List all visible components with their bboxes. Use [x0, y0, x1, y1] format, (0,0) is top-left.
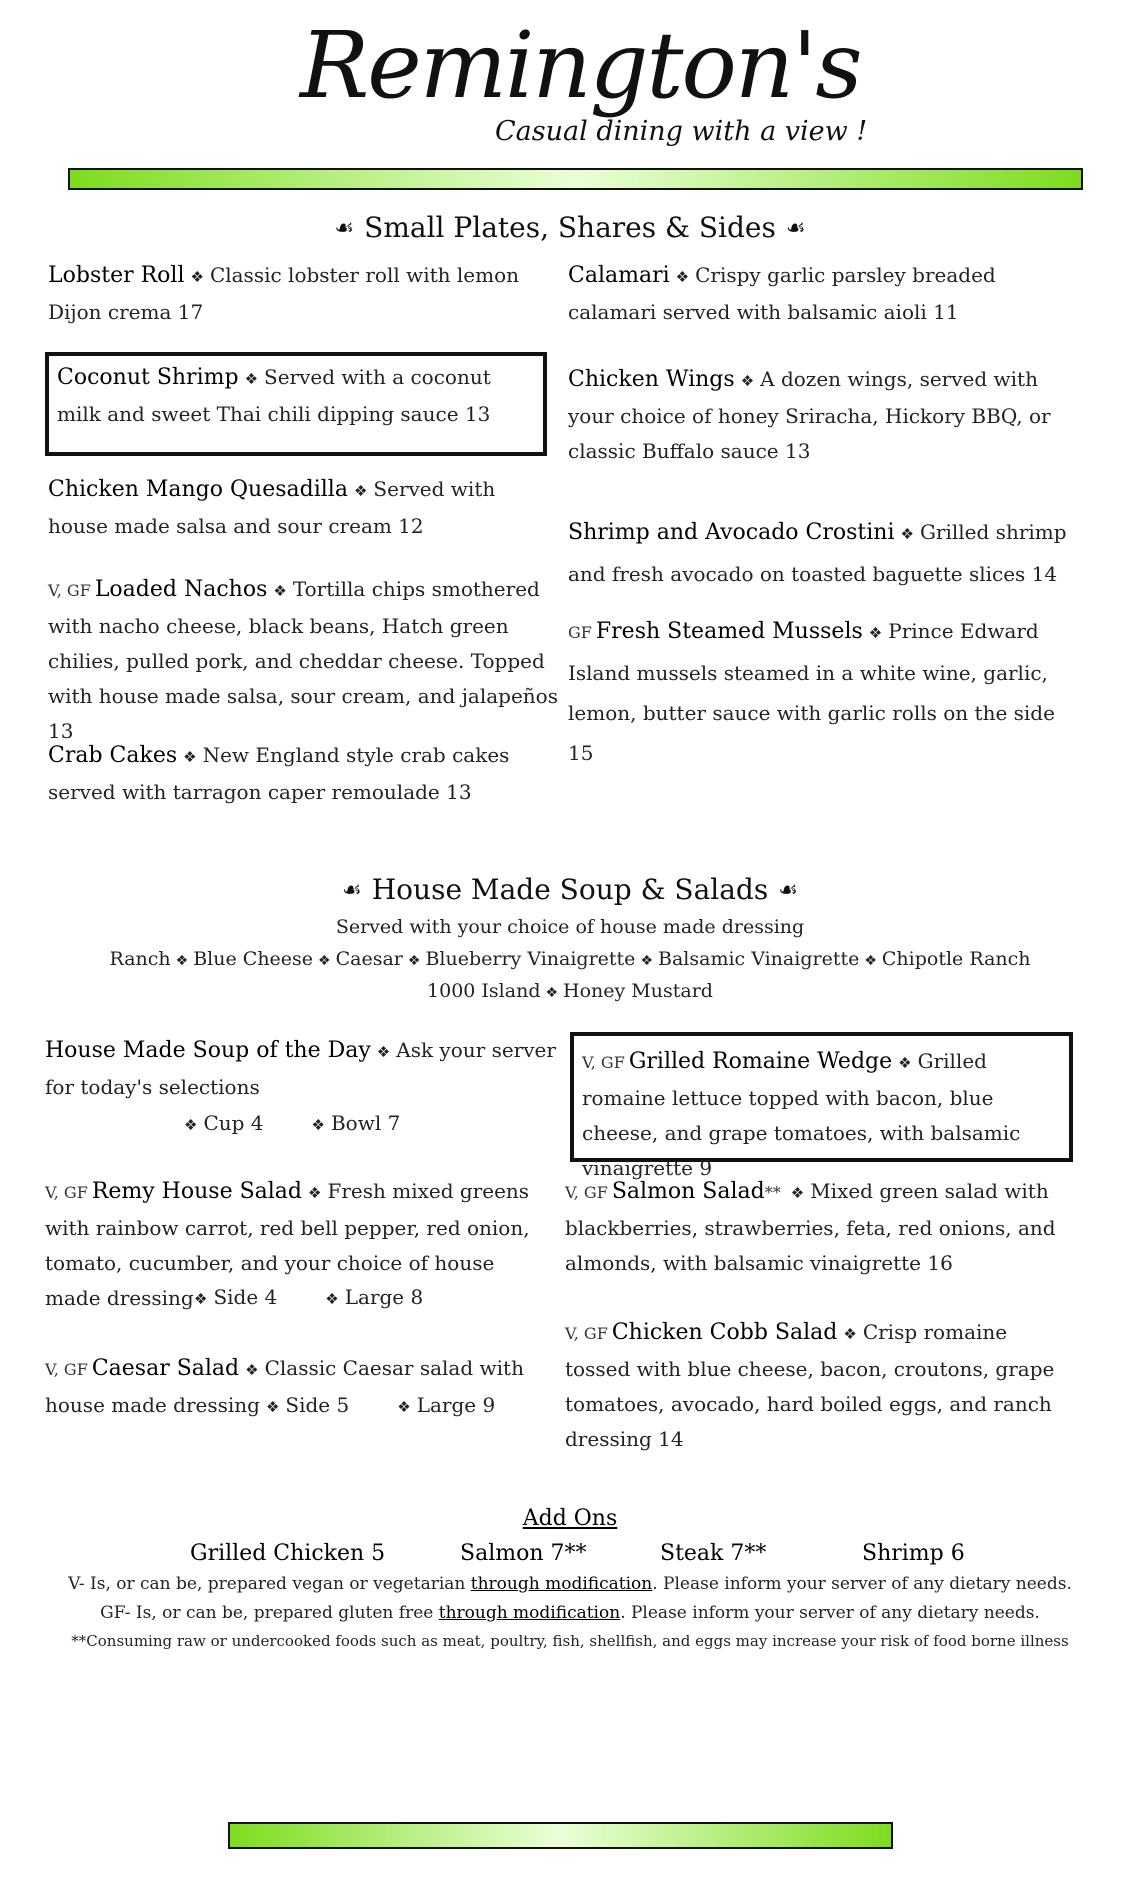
menu-item	[48, 572, 566, 749]
size-option: Cup 4	[203, 1111, 264, 1135]
diamond-icon: ❖	[194, 1290, 208, 1308]
menu-item	[48, 258, 558, 330]
diamond-icon: ❖	[353, 482, 368, 500]
dietary-tag: V, GF	[565, 1183, 608, 1202]
diamond-icon: ❖	[640, 953, 653, 969]
bottom-green-divider	[228, 1822, 893, 1849]
diamond-icon: ❖	[184, 1116, 198, 1134]
item-name: Coconut Shrimp	[57, 365, 239, 390]
menu-item	[565, 1315, 1075, 1457]
item-name: Remy House Salad	[91, 1179, 303, 1204]
size-options	[178, 1106, 400, 1143]
diamond-icon: ❖	[864, 953, 877, 969]
top-green-divider	[68, 168, 1083, 190]
size-option: Large 8	[344, 1285, 424, 1309]
dressing-option: 1000 Island	[427, 980, 541, 1002]
diamond-icon: ❖	[325, 1290, 339, 1308]
diamond-icon: ❖	[273, 582, 287, 600]
dressing-list-2	[0, 982, 1140, 1001]
dietary-tag: V, GF	[582, 1053, 625, 1072]
dietary-tag: V, GF	[45, 1183, 88, 1202]
diamond-icon: ❖	[376, 1043, 391, 1061]
item-description: Served with house made salsa and sour cream 12	[48, 477, 496, 538]
menu-item	[568, 362, 1078, 469]
note-text: V- Is, or can be, prepared vegan or vegetarian	[68, 1574, 466, 1594]
note-text: GF- Is, or can be, prepared gluten free	[100, 1603, 434, 1623]
diamond-icon: ❖	[245, 1361, 259, 1379]
dressing-subtitle: Served with your choice of house made dressing	[335, 916, 805, 938]
item-name: Loaded Nachos	[94, 577, 268, 602]
diamond-icon: ❖	[843, 1325, 857, 1343]
diamond-icon: ❖	[183, 748, 197, 766]
addon-item: Salmon 7**	[460, 1541, 587, 1566]
item-name: Salmon Salad	[611, 1179, 765, 1204]
dressing-list	[0, 950, 1140, 969]
size-option: Bowl 7	[330, 1111, 401, 1135]
dietary-tag: GF	[568, 623, 592, 642]
item-name: Shrimp and Avocado Crostini	[568, 520, 895, 545]
dressing-option: Ranch	[109, 948, 171, 970]
diamond-icon: ❖	[318, 953, 331, 969]
diamond-icon: ❖	[265, 1398, 280, 1416]
item-name: Chicken Mango Quesadilla	[48, 477, 348, 502]
menu-item	[568, 611, 1078, 773]
note-text: . Please inform your server of any dietary needs.	[620, 1603, 1040, 1623]
restaurant-tagline: Casual dining with a view !	[495, 116, 868, 147]
section-title-small-plates	[0, 211, 1140, 244]
menu-item-boxed	[45, 352, 547, 456]
addon-item: Grilled Chicken 5	[190, 1541, 386, 1566]
note-link-text: through modification	[438, 1603, 621, 1623]
addon-item: Shrimp 6	[862, 1541, 965, 1566]
dressing-option: Honey Mustard	[563, 980, 713, 1002]
dressing-option: Blueberry Vinaigrette	[425, 948, 636, 970]
note-text: . Please inform your server of any dietary needs.	[652, 1574, 1072, 1594]
addons-title: Add Ons	[522, 1506, 618, 1531]
section-title-text: House Made Soup & Salads	[371, 873, 769, 906]
gluten-free-note	[0, 1605, 1140, 1622]
vegan-note	[0, 1576, 1140, 1593]
diamond-icon: ❖	[545, 985, 559, 1001]
item-name: Caesar Salad	[91, 1356, 240, 1381]
restaurant-logo: Remington's	[300, 12, 861, 119]
item-description: Classic lobster roll with lemon Dijon crema 17	[48, 263, 519, 324]
menu-item	[45, 1351, 585, 1425]
menu-item	[568, 258, 1078, 330]
dressing-option: Balsamic Vinaigrette	[658, 948, 860, 970]
item-name: Fresh Steamed Mussels	[595, 619, 863, 644]
diamond-icon: ❖	[898, 1054, 912, 1072]
menu-item	[45, 1033, 560, 1105]
size-options	[188, 1280, 423, 1317]
size-option: Side 4	[213, 1285, 278, 1309]
diamond-icon: ❖	[311, 1116, 325, 1134]
menu-item-boxed	[570, 1032, 1073, 1180]
size-option: Large 9	[416, 1393, 496, 1417]
diamond-icon: ❖	[397, 1398, 411, 1416]
diamond-icon: ❖	[308, 1184, 322, 1202]
diamond-icon: ❖	[900, 525, 914, 543]
item-description: Crisp romaine tossed with blue cheese, bacon, croutons, grape tomatoes, avocado, hard boiled eggs, and ranch dressing 14	[565, 1320, 1055, 1451]
dietary-tag: V, GF	[48, 581, 91, 600]
item-description: Served with a coconut milk and sweet Thai chili dipping sauce 13	[57, 365, 491, 426]
item-description: Crispy garlic parsley breaded calamari served with balsamic aioli 11	[568, 263, 996, 324]
item-description: Fresh mixed greens with rainbow carrot, red bell pepper, red onion, tomato, cucumber, and your choice of house made dressing	[45, 1179, 530, 1310]
note-link-text: through modification	[470, 1574, 653, 1594]
section-title-text: Small Plates, Shares & Sides	[364, 211, 776, 244]
ornament-icon: ☙	[334, 216, 355, 241]
dietary-tag: V, GF	[565, 1324, 608, 1343]
diamond-icon: ❖	[675, 268, 690, 286]
menu-item	[565, 1174, 1070, 1281]
item-name: Lobster Roll	[48, 263, 185, 288]
diamond-icon: ❖	[175, 953, 189, 969]
item-name: Chicken Cobb Salad	[611, 1320, 838, 1345]
diamond-icon: ❖	[868, 624, 883, 642]
menu-item	[48, 472, 558, 544]
size-option: Side 5	[285, 1393, 350, 1417]
ornament-icon: ☙	[342, 878, 362, 903]
item-description: Grilled shrimp and fresh avocado on toasted baguette slices 14	[568, 520, 1067, 586]
item-description: Classic Caesar salad with house made dressing	[45, 1356, 524, 1417]
diamond-icon: ❖	[190, 268, 204, 286]
diamond-icon: ❖	[740, 372, 755, 390]
diamond-icon: ❖	[790, 1184, 805, 1202]
item-name: Crab Cakes	[48, 743, 178, 768]
item-description: A dozen wings, served with your choice of honey Sriracha, Hickory BBQ, or classic Buffalo sauce 13	[568, 367, 1051, 463]
addon-item: Steak 7**	[660, 1541, 767, 1566]
item-name: House Made Soup of the Day	[45, 1038, 371, 1063]
section-title-soups-salads	[0, 873, 1140, 906]
menu-item	[48, 738, 518, 810]
menu-item	[568, 512, 1078, 594]
dressing-option: Caesar	[335, 948, 403, 970]
item-description: Tortilla chips smothered with nacho cheese, black beans, Hatch green chilies, pulled pork, and cheddar cheese. Topped with house made salsa, sour cream, and jalapeños 13	[48, 577, 558, 743]
dietary-tag: V, GF	[45, 1360, 88, 1379]
item-description: Grilled romaine lettuce topped with bacon, blue cheese, and grape tomatoes, with balsamic vinaigrette 9	[582, 1049, 1021, 1180]
item-description: New England style crab cakes served with tarragon caper remoulade 13	[48, 743, 510, 804]
diamond-icon: ❖	[244, 370, 259, 388]
item-name: Grilled Romaine Wedge	[628, 1049, 893, 1074]
dressing-option: Chipotle Ranch	[881, 948, 1031, 970]
diamond-icon: ❖	[407, 953, 421, 969]
ornament-icon: ☙	[778, 878, 798, 903]
item-description: Prince Edward Island mussels steamed in a white wine, garlic, lemon, butter sauce with garlic rolls on the side 15	[568, 619, 1055, 765]
raw-warning-mark: **	[764, 1183, 781, 1202]
ornament-icon: ☙	[785, 216, 806, 241]
item-name: Calamari	[568, 263, 670, 288]
item-description: Ask your server for today's selections	[45, 1038, 556, 1099]
dressing-option: Blue Cheese	[193, 948, 314, 970]
item-description: Mixed green salad with blackberries, strawberries, feta, red onions, and almonds, with balsamic vinaigrette 16	[565, 1179, 1056, 1275]
item-name: Chicken Wings	[568, 367, 735, 392]
raw-food-warning: **Consuming raw or undercooked foods such as meat, poultry, fish, shellfish, and eggs may increase your risk of food borne illness	[71, 1632, 1069, 1650]
